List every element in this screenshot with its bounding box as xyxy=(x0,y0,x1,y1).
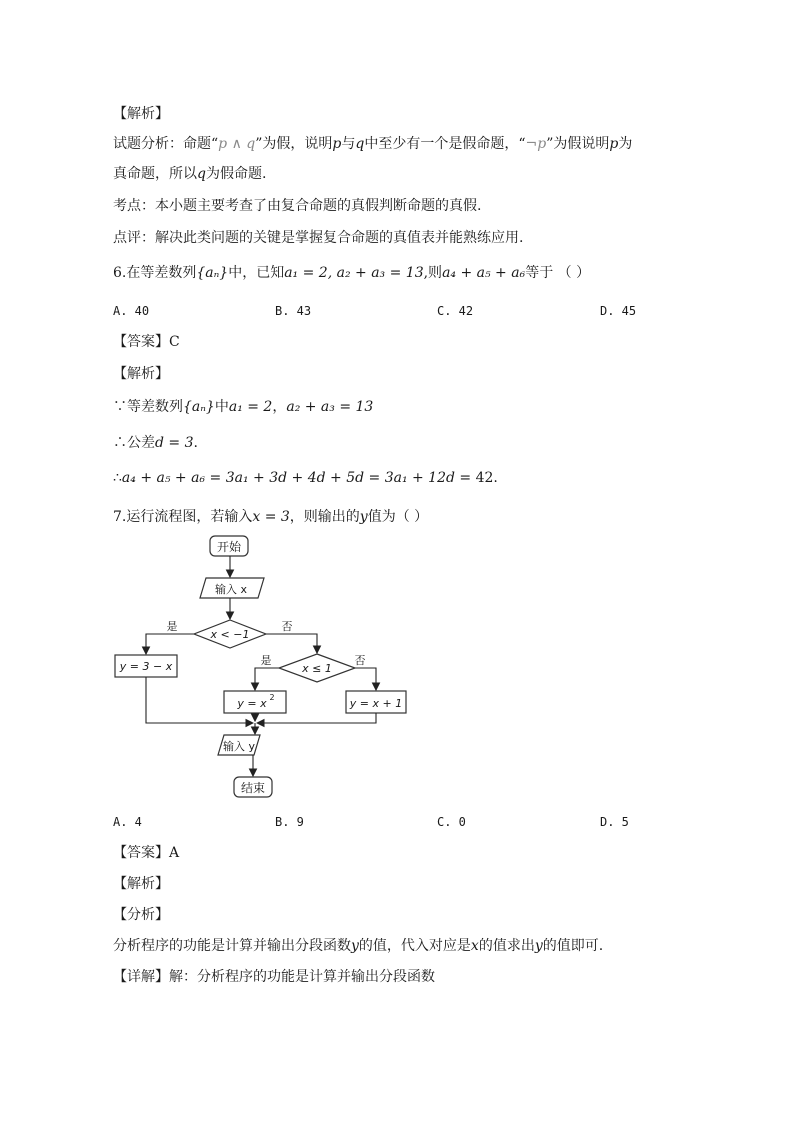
question-6 xyxy=(113,263,590,283)
question-text: 6.在等差数列 xyxy=(113,265,197,281)
flow-arrow xyxy=(255,668,279,690)
math-var: q xyxy=(355,136,365,152)
flow-yes-label: 是 xyxy=(166,620,178,633)
flow-start-label: 开始 xyxy=(216,540,242,554)
q6-option-a: A. 40 xyxy=(113,304,150,318)
math-expr: p ∧ q xyxy=(218,136,256,152)
q7-option-b: B. 9 xyxy=(275,815,304,829)
analysis-text: 分析程序的功能是计算并输出分段函数 xyxy=(113,938,351,954)
q7-answer: 【答案】A xyxy=(113,845,180,861)
section-heading-jiexi: 【解析】 xyxy=(113,106,169,122)
q7-option-a: A. 4 xyxy=(113,815,142,829)
analysis-text: 试题分析：命题“ xyxy=(113,136,219,152)
q7-detail-line: 【详解】解：分析程序的功能是计算并输出分段函数 xyxy=(113,969,435,985)
solution-text: 中 xyxy=(214,399,229,415)
math-var: y xyxy=(351,938,359,954)
analysis-text: 的值，代入对应是 xyxy=(358,938,471,954)
math-expr: d = 3 xyxy=(155,435,194,451)
solution-text: ， xyxy=(272,399,287,415)
flow-box-1-label: y = 3 − x xyxy=(119,660,173,673)
solution-text: ∵等差数列 xyxy=(113,399,183,415)
q6-option-d: D. 45 xyxy=(600,304,637,318)
q6-option-c: C. 42 xyxy=(437,304,474,318)
math-var: p xyxy=(609,136,619,152)
flow-box-2-sup: 2 xyxy=(269,693,275,702)
math-var: y xyxy=(359,509,368,525)
q7-option-d: D. 5 xyxy=(600,815,629,829)
q7-option-c: C. 0 xyxy=(437,815,466,829)
math-var: q xyxy=(197,166,206,182)
math-var: p xyxy=(332,136,342,152)
flow-box-3-label: y = x + 1 xyxy=(349,697,403,710)
q6-option-b: B. 43 xyxy=(275,304,312,318)
solution-text: ∴ xyxy=(113,470,122,486)
q7-jiexi-heading: 【解析】 xyxy=(113,876,169,892)
question-text: ，则输出的 xyxy=(289,509,360,525)
flow-no-label: 否 xyxy=(281,620,293,633)
math-var: y xyxy=(534,938,543,954)
question-text: 等于 （ ） xyxy=(525,265,591,281)
analysis-text: 与 xyxy=(341,136,356,152)
flow-arrow xyxy=(355,668,376,690)
q6-solution-line-3 xyxy=(113,468,498,488)
math-expr: a₂ + a₃ = 13 xyxy=(286,399,374,415)
analysis-text: 的值即可. xyxy=(542,938,604,954)
dianping-line: 点评：解决此类问题的关键是掌握复合命题的真值表并能熟练应用. xyxy=(113,230,524,246)
math-seq: {aₙ} xyxy=(196,265,229,281)
analysis-line-1 xyxy=(113,134,632,154)
flow-yes-label: 是 xyxy=(260,654,272,667)
solution-text: . xyxy=(493,470,498,486)
math-cond: x = 3 xyxy=(252,509,290,525)
math-seq: {aₙ} xyxy=(183,399,215,415)
flowchart xyxy=(100,530,420,805)
analysis-text: 为假命题. xyxy=(205,166,267,182)
analysis-text: 真命题，所以 xyxy=(113,166,197,182)
question-7 xyxy=(113,507,428,527)
kaodian-line: 考点：本小题主要考查了由复合命题的真假判断命题的真假. xyxy=(113,198,482,214)
question-text: ,则 xyxy=(423,265,443,281)
flow-output-label: 输入 y xyxy=(222,740,256,753)
flow-no-label: 否 xyxy=(354,654,366,667)
math-expr: a₁ = 2 xyxy=(228,399,273,415)
q6-solution-line-2 xyxy=(113,433,198,453)
solution-text: . xyxy=(193,435,198,451)
analysis-line-2 xyxy=(113,164,266,184)
question-text: 中，已知 xyxy=(228,265,285,281)
analysis-text: 的值求出 xyxy=(478,938,535,954)
flow-arrow xyxy=(146,634,194,654)
analysis-text: ”为假，说明 xyxy=(255,136,333,152)
math-var: x xyxy=(470,938,479,954)
flow-decision-1-label: x < −1 xyxy=(210,628,250,641)
analysis-text: ”为假说明 xyxy=(546,136,610,152)
math-expr: ¬p xyxy=(525,136,547,152)
q6-jiexi-heading: 【解析】 xyxy=(113,366,169,382)
q7-fenxi-heading: 【分析】 xyxy=(113,907,169,923)
math-result: 42 xyxy=(475,470,494,486)
q6-solution-line-1 xyxy=(113,397,373,417)
flow-box-2-label: y = x xyxy=(237,697,267,710)
flow-input-label: 输入 x xyxy=(214,583,248,596)
math-ask: a₄ + a₅ + a₆ xyxy=(442,265,526,281)
analysis-text: 为 xyxy=(618,136,633,152)
analysis-text: 中至少有一个是假命题，“ xyxy=(364,136,526,152)
flow-arrow xyxy=(266,634,317,653)
flow-decision-2-label: x ≤ 1 xyxy=(302,662,332,675)
question-text: 7.运行流程图，若输入 xyxy=(113,509,253,525)
solution-text: ∴公差 xyxy=(113,435,155,451)
flow-end-label: 结束 xyxy=(240,781,266,795)
math-expr: a₄ + a₅ + a₆ = 3a₁ + 3d + 4d + 5d = 3a₁ + 12d = xyxy=(121,470,476,486)
q6-answer: 【答案】C xyxy=(113,334,180,350)
flow-arrow xyxy=(257,713,376,723)
q7-analysis-line xyxy=(113,936,603,956)
math-cond: a₁ = 2, a₂ + a₃ = 13 xyxy=(284,265,424,281)
question-text: 值为（ ） xyxy=(367,509,429,525)
